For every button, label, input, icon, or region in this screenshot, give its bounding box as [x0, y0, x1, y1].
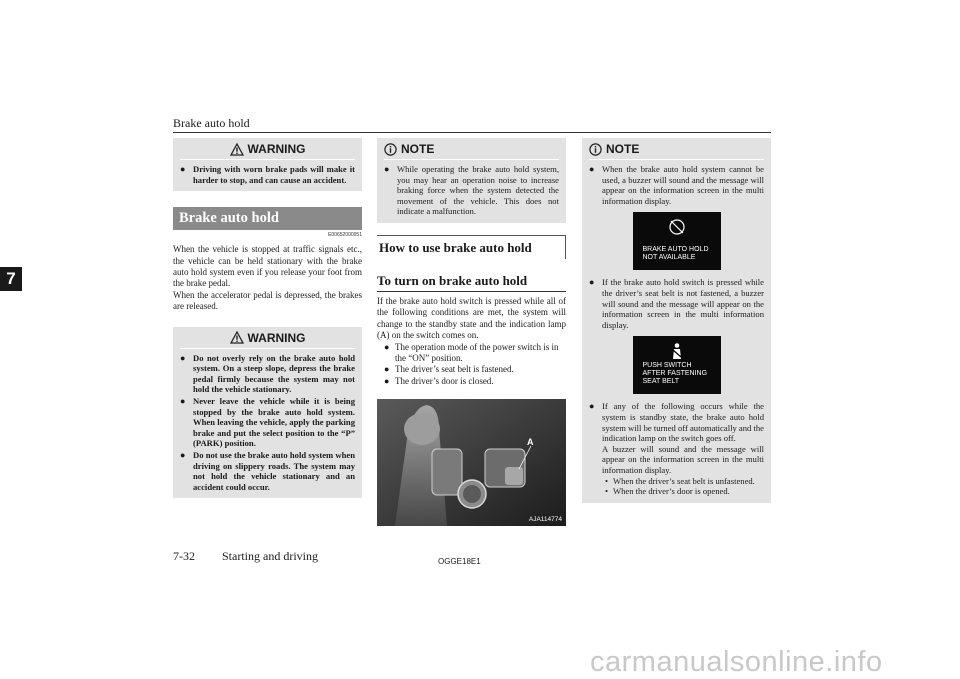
- header-rule: [173, 132, 771, 133]
- hold-icon: [668, 218, 686, 236]
- callout-a: A: [527, 437, 534, 448]
- condition-item: ● The driver’s door is closed.: [384, 375, 494, 386]
- condition-item: ● The driver’s seat belt is fastened.: [384, 364, 514, 375]
- note-header: [384, 142, 559, 160]
- note-box: [377, 138, 566, 223]
- note-item: ● While operating the brake auto hold system, you may hear an operation noise to increase braking force when the system detected the movement of the vehicle. This does not indicate a malfunction.: [384, 164, 559, 217]
- note-title: NOTE: [606, 142, 640, 156]
- condition-item: ● The operation mode of the power switch is in the “ON” position.: [384, 341, 559, 363]
- note-header: [589, 142, 764, 160]
- figure-code: AJA114774: [528, 516, 562, 524]
- column-middle: [377, 138, 566, 526]
- warning-title: WARNING: [247, 330, 306, 345]
- seatbelt-icon: [668, 342, 686, 360]
- console-illustration: [377, 399, 566, 526]
- section-title: Brake auto hold: [173, 207, 362, 230]
- switch-photo: [377, 399, 566, 526]
- note-title: NOTE: [401, 142, 435, 156]
- warning-title: WARNING: [247, 142, 306, 156]
- warning-header: [180, 142, 355, 160]
- note-item: ● When the brake auto hold system cannot be used, a buzzer will sound and the message will appear on the information screen in the multi information display.: [589, 164, 764, 206]
- body-paragraph: When the accelerator pedal is depressed, the brakes are released.: [173, 289, 362, 312]
- warning-header: [180, 331, 355, 349]
- warning-triangle-icon: [230, 331, 244, 344]
- display-push-switch-seat-belt: [633, 336, 721, 394]
- display-line: BRAKE AUTO HOLD: [642, 246, 709, 254]
- note-sub-item: • When the driver’s seat belt is unfastened.: [605, 475, 755, 486]
- footer-section-name: Starting and driving: [222, 549, 318, 563]
- chapter-tab: 7: [0, 267, 22, 291]
- watermark: carmanualsonline.info: [590, 646, 883, 678]
- footer-doc-code: OGGE18E1: [438, 557, 481, 566]
- note-info-icon: [384, 143, 397, 156]
- note-box: [582, 138, 771, 503]
- warning-item: ● Do not use the brake auto hold system when driving on slippery roads. The system may not hold the vehicle stationary and an accident could occur.: [180, 449, 355, 492]
- display-line: AFTER FASTENING: [642, 370, 708, 378]
- display-line: PUSH SWITCH: [642, 362, 692, 370]
- note-item: ● If the brake auto hold switch is pressed while the driver’s seat belt is not fastened, a buzzer will sound and the message will appear on the information screen in the multi information display.: [589, 277, 764, 330]
- page-header-title: Brake auto hold: [173, 116, 250, 130]
- note-sub-item: • When the driver’s door is opened.: [605, 486, 730, 497]
- heading-how-to-use: How to use brake auto hold: [377, 235, 566, 259]
- display-line: SEAT BELT: [642, 378, 680, 386]
- warning-box-1: [173, 138, 362, 191]
- display-line: NOT AVAILABLE: [642, 254, 696, 262]
- warning-item: ● Driving with worn brake pads will make it harder to stop, and can cause an accident.: [180, 164, 355, 185]
- warning-item: ● Do not overly rely on the brake auto hold system. On a steep slope, depress the brake pedal firmly because the system may not hold the vehicle stationary.: [180, 352, 355, 395]
- section-code: E00652000051: [328, 232, 362, 239]
- heading-turn-on: To turn on brake auto hold: [377, 273, 566, 292]
- intro-paragraph: If the brake auto hold switch is pressed while all of the following conditions are met, the system will change to the standby state and the indication lamp (A) on the switch comes on.: [377, 295, 566, 341]
- warning-item: ● Never leave the vehicle while it is being stopped by the brake auto hold system. When leaving the vehicle, apply the parking brake and put the select position to the “P” (PARK) position.: [180, 396, 355, 449]
- warning-triangle-icon: [230, 143, 244, 156]
- warning-box-2: [173, 327, 362, 499]
- footer-page-number: 7-32: [173, 549, 195, 563]
- note-info-icon: [589, 143, 602, 156]
- note-item: ● If any of the following occurs while the system is standby state, the brake auto hold system will be turned off automatically and the indication lamp on the switch goes off. A buzzer will sound and the message will appear on the information screen in the multi information display.: [589, 401, 764, 475]
- display-brake-auto-hold-not-available: [633, 212, 721, 270]
- column-left: [173, 138, 362, 498]
- column-right: [582, 138, 771, 503]
- body-paragraph: When the vehicle is stopped at traffic signals etc., the vehicle can be held stationary with the brake auto hold system even if you release your foot from the brake pedal.: [173, 244, 362, 289]
